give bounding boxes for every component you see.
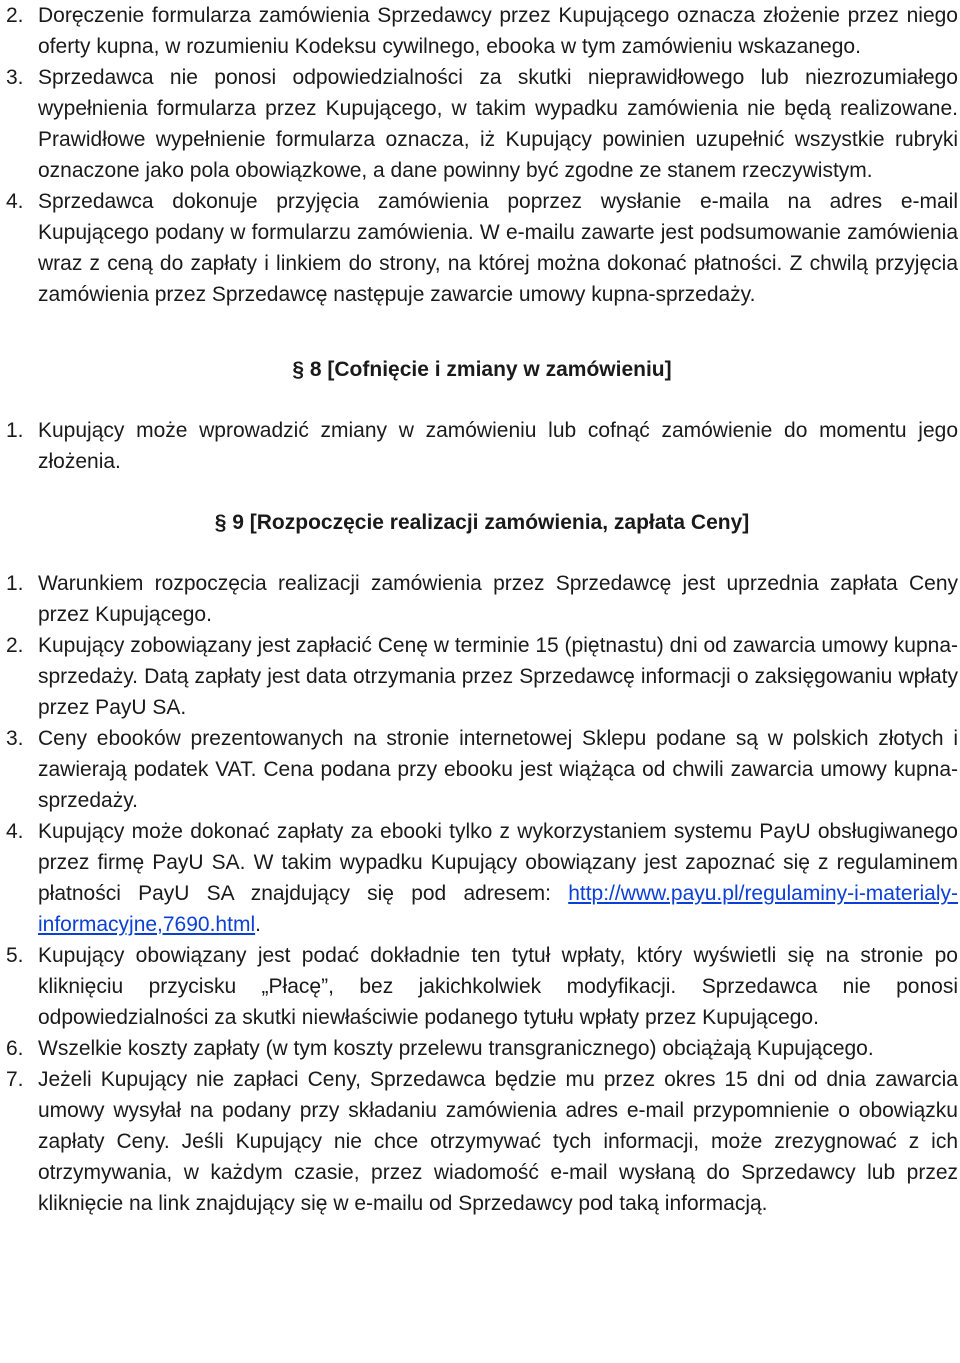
item-text: Kupujący zobowiązany jest zapłacić Cenę w terminie 15 (piętnastu) dni od zawarcia umowy kupna-sprzedaży. Datą zapłaty jest data otrzymania przez Sprzedawcę informacji o zaksięgowaniu wpłaty przez PayU SA. bbox=[38, 634, 958, 719]
item-number: 3. bbox=[6, 727, 24, 750]
item-text-after-link: . bbox=[255, 913, 261, 936]
item-text: Jeżeli Kupujący nie zapłaci Ceny, Sprzedawca będzie mu przez okres 15 dni od dnia zawarcia umowy wysyłał na podany przy składaniu zamówienia adres e-mail przypomnienie o obowiązku zapłaty Ceny. Jeśli Kupujący nie chce otrzymywać tych informacji, może zrezygnować z ich otrzymywania, w każdym czasie, przez wiadomość e-mail wysłaną do Sprzedawcy lub przez kliknięcie na link znajdujący się w e-mailu od Sprzedawcy pod taką informacją. bbox=[38, 1068, 958, 1215]
payu-regulations-link[interactable]: http://www.payu.pl/regulaminy-i-materialy-informacyjne,7690.html bbox=[38, 882, 958, 936]
item-number: 4. bbox=[6, 190, 24, 213]
list-item bbox=[6, 186, 958, 310]
list-item bbox=[6, 723, 958, 816]
list-item bbox=[6, 415, 958, 477]
item-text: Doręczenie formularza zamówienia Sprzedawcy przez Kupującego oznacza złożenie przez niego oferty kupna, w rozumieniu Kodeksu cywilnego, ebooka w tym zamówieniu wskazanego. bbox=[38, 4, 958, 58]
item-text: Ceny ebooków prezentowanych na stronie internetowej Sklepu podane są w polskich złotych i zawierają podatek VAT. Cena podana przy ebooku jest wiążąca od chwili zawarcia umowy kupna-sprzedaży. bbox=[38, 727, 958, 812]
item-number: 3. bbox=[6, 66, 24, 89]
item-text: Kupujący obowiązany jest podać dokładnie ten tytuł wpłaty, który wyświetli się na stronie po kliknięciu przycisku „Płacę”, bez jakichkolwiek modyfikacji. Sprzedawca nie ponosi odpowiedzialności za skutki niewłaściwie podanego tytułu wpłaty przez Kupującego. bbox=[38, 944, 958, 1029]
item-text: Warunkiem rozpoczęcia realizacji zamówienia przez Sprzedawcę jest uprzednia zapłata Ceny przez Kupującego. bbox=[38, 572, 958, 626]
item-number: 2. bbox=[6, 634, 24, 657]
item-number: 2. bbox=[6, 4, 24, 27]
section-8 bbox=[6, 415, 958, 477]
list-item bbox=[6, 0, 958, 62]
list-item bbox=[6, 1033, 958, 1064]
item-text: Kupujący może wprowadzić zmiany w zamówieniu lub cofnąć zamówienie do momentu jego złożenia. bbox=[38, 419, 958, 473]
section-order-acceptance bbox=[6, 0, 958, 310]
item-number: 7. bbox=[6, 1068, 24, 1091]
section-9-heading: § 9 [Rozpoczęcie realizacji zamówienia, zapłata Ceny] bbox=[214, 511, 750, 534]
item-text-before-link: Kupujący może dokonać zapłaty za ebooki tylko z wykorzystaniem systemu PayU obsługiwanego przez firmę PayU SA. W takim wypadku Kupujący obowiązany jest zapoznać się z regulaminem płatności PayU SA znajdujący się pod adresem: bbox=[38, 820, 958, 905]
section-9 bbox=[6, 568, 958, 1219]
item-number: 5. bbox=[6, 944, 24, 967]
list-item bbox=[6, 630, 958, 723]
list-item bbox=[6, 62, 958, 186]
item-text: Wszelkie koszty zapłaty (w tym koszty przelewu transgranicznego) obciążają Kupującego. bbox=[38, 1037, 874, 1060]
item-number: 4. bbox=[6, 820, 24, 843]
item-text: Sprzedawca dokonuje przyjęcia zamówienia poprzez wysłanie e-maila na adres e-mail Kupującego podany w formularzu zamówienia. W e-mailu zawarte jest podsumowanie zamówienia wraz z ceną do zapłaty i linkiem do strony, na której można dokonać płatności. Z chwilą przyjęcia zamówienia przez Sprzedawcę następuje zawarcie umowy kupna-sprzedaży. bbox=[38, 190, 958, 306]
item-number: 6. bbox=[6, 1037, 24, 1060]
list-item bbox=[6, 816, 958, 940]
list-item bbox=[6, 940, 958, 1033]
item-text bbox=[38, 816, 958, 940]
item-number: 1. bbox=[6, 572, 24, 595]
list-item bbox=[6, 1064, 958, 1219]
section-8-heading: § 8 [Cofnięcie i zmiany w zamówieniu] bbox=[292, 358, 672, 381]
list-item bbox=[6, 568, 958, 630]
item-text: Sprzedawca nie ponosi odpowiedzialności za skutki nieprawidłowego lub niezrozumiałego wypełnienia formularza przez Kupującego, w takim wypadku zamówienia nie będą realizowane. Prawidłowe wypełnienie formularza oznacza, iż Kupujący powinien uzupełnić wszystkie rubryki oznaczone jako pola obowiązkowe, a dane powinny być zgodne ze stanem rzeczywistym. bbox=[38, 66, 958, 182]
item-number: 1. bbox=[6, 419, 24, 442]
